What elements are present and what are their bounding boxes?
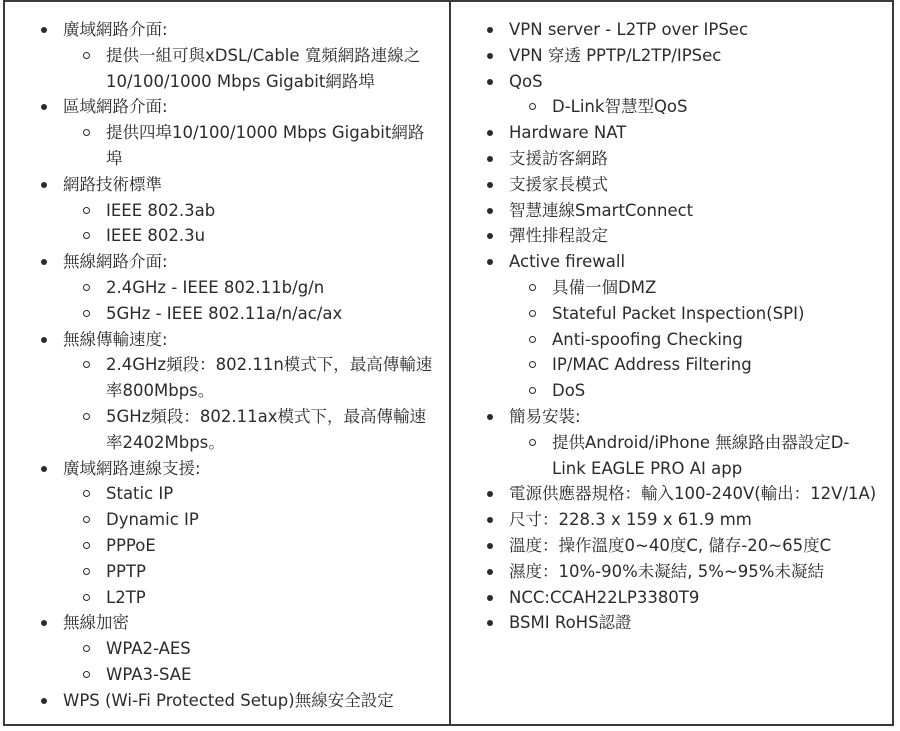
spec-subitem: D-Link智慧型QoS: [509, 94, 882, 120]
spec-item: [482, 585, 882, 611]
spec-sublist: [63, 636, 439, 688]
spec-item-label: Hardware NAT: [509, 123, 627, 143]
spec-item: [482, 120, 882, 146]
spec-item-label: 廣域網路介面:: [63, 20, 168, 39]
spec-item-label: 彈性排程設定: [509, 226, 608, 246]
spec-item: [482, 69, 882, 121]
spec-subitem: 提供一組可與xDSL/Cable 寬頻網路連線之10/100/1000 Mbps Gigabit網路埠: [63, 43, 439, 95]
spec-subitem: 提供Android/iPhone 無線路由器設定D-Link EAGLE PRO AI app: [509, 430, 882, 482]
spec-item-label: 區域網路介面:: [63, 97, 168, 117]
spec-subitem: WPA3-SAE: [63, 662, 439, 688]
spec-item: [36, 172, 439, 249]
spec-subitem: WPA2-AES: [63, 636, 439, 662]
spec-list-left: [5, 2, 449, 714]
spec-item: [482, 559, 882, 585]
spec-item-label: Active firewall: [509, 252, 626, 272]
spec-item: [482, 481, 882, 507]
spec-item: [482, 404, 882, 481]
spec-subitem: PPPoE: [63, 533, 439, 559]
spec-item-label: 簡易安裝:: [509, 406, 581, 426]
spec-subitem: 2.4GHz - IEEE 802.11b/g/n: [63, 275, 439, 301]
spec-subitem: 提供四埠10/100/1000 Mbps Gigabit網路埠: [63, 120, 439, 172]
spec-item-label: BSMI RoHS認證: [509, 613, 632, 633]
spec-column-right: [451, 2, 892, 724]
spec-subitem: IP/MAC Address Filtering: [509, 352, 882, 378]
spec-item: [36, 456, 439, 611]
spec-item-label: 廣域網路連線支援:: [63, 458, 201, 478]
spec-subitem: 具備一個DMZ: [509, 275, 882, 301]
spec-item: [482, 249, 882, 404]
spec-subitem: DoS: [509, 378, 882, 404]
spec-item-label: 網路技術標準: [63, 174, 162, 194]
spec-sublist: [63, 275, 439, 327]
spec-list-right: [451, 2, 892, 636]
spec-item-label: 無線網路介面:: [63, 252, 168, 272]
spec-subitem: Stateful Packet Inspection(SPI): [509, 301, 882, 327]
spec-item-label: 溫度：操作溫度0~40度C, 儲存-20~65度C: [509, 535, 832, 555]
spec-sublist: [509, 430, 882, 482]
spec-item-label: VPN server - L2TP over IPSec: [509, 20, 749, 39]
spec-item-label: 支援家長模式: [509, 174, 608, 194]
spec-item: [482, 17, 882, 43]
spec-column-left: [5, 2, 451, 724]
spec-subitem: L2TP: [63, 585, 439, 611]
spec-item: [482, 610, 882, 636]
spec-item: [482, 198, 882, 224]
spec-item: [482, 146, 882, 172]
spec-subitem: Anti-spoofing Checking: [509, 327, 882, 353]
spec-subitem: IEEE 802.3ab: [63, 198, 439, 224]
spec-item-label: QoS: [509, 71, 543, 91]
spec-sublist: [509, 275, 882, 404]
spec-item-label: 尺寸：228.3 x 159 x 61.9 mm: [509, 510, 752, 530]
spec-item: [36, 327, 439, 456]
spec-item: [36, 688, 439, 714]
spec-item-label: 濕度：10%-90%未凝結, 5%~95%未凝結: [509, 561, 824, 581]
spec-sublist: [63, 352, 439, 455]
spec-subitem: 5GHz頻段：802.11ax模式下，最高傳輸速率2402Mbps。: [63, 404, 439, 456]
spec-sublist: [63, 481, 439, 610]
spec-sublist: [63, 198, 439, 250]
spec-item: [36, 94, 439, 171]
spec-item-label: 無線加密: [63, 613, 129, 633]
spec-item-label: 智慧連線SmartConnect: [509, 200, 694, 220]
spec-subitem: 2.4GHz頻段：802.11n模式下，最高傳輸速率800Mbps。: [63, 352, 439, 404]
spec-item-label: WPS (Wi-Fi Protected Setup)無線安全設定: [63, 690, 394, 710]
spec-item: [482, 533, 882, 559]
spec-item-label: VPN 穿透 PPTP/L2TP/IPSec: [509, 45, 722, 65]
spec-item: [482, 223, 882, 249]
spec-item-label: 電源供應器規格：輸入100-240V(輸出：12V/1A): [509, 484, 877, 504]
spec-item: [482, 172, 882, 198]
spec-item-label: NCC:CCAH22LP3380T9: [509, 587, 700, 607]
spec-subitem: Dynamic IP: [63, 507, 439, 533]
spec-item: [36, 17, 439, 94]
spec-item-label: 支援訪客網路: [509, 148, 608, 168]
spec-item: [482, 507, 882, 533]
spec-item: [36, 610, 439, 687]
spec-subitem: Static IP: [63, 481, 439, 507]
spec-sublist: [63, 120, 439, 172]
spec-subitem: IEEE 802.3u: [63, 223, 439, 249]
spec-table: [3, 0, 894, 726]
spec-subitem: PPTP: [63, 559, 439, 585]
spec-sublist: [509, 94, 882, 120]
spec-sublist: [63, 43, 439, 95]
spec-item-label: 無線傳輸速度:: [63, 329, 168, 349]
spec-subitem: 5GHz - IEEE 802.11a/n/ac/ax: [63, 301, 439, 327]
spec-item: [36, 249, 439, 326]
spec-item: [482, 43, 882, 69]
